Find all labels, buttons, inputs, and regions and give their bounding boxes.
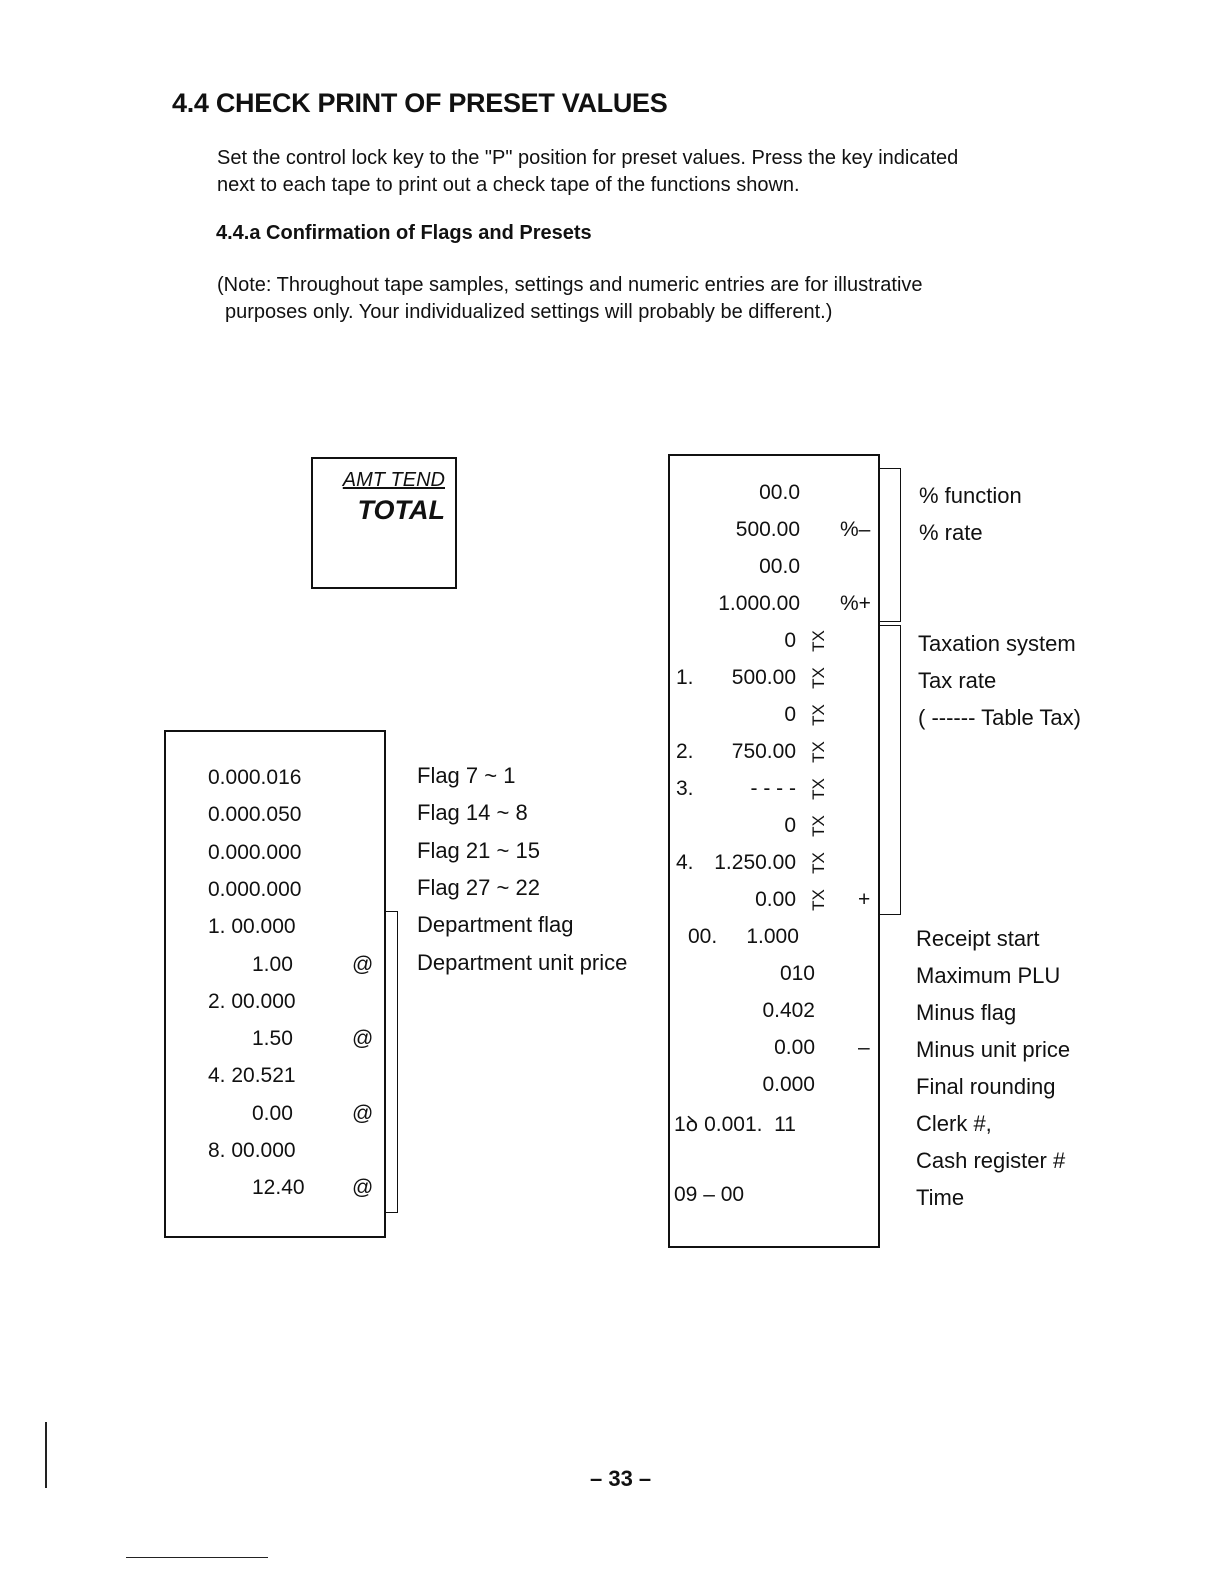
left-tape-value: 1.00	[252, 952, 293, 976]
tax-label: ( ------ Table Tax)	[918, 705, 1081, 730]
setting-value: 0.00	[774, 1036, 815, 1059]
left-tape-value: 0.000.050	[208, 803, 302, 827]
setting-label: Maximum PLU	[916, 963, 1061, 988]
tax-value: 0.00	[755, 888, 796, 911]
setting-label: Clerk #,	[916, 1111, 992, 1136]
minus-mark: –	[858, 1036, 870, 1059]
at-mark: @	[352, 1027, 374, 1051]
at-mark: @	[352, 1101, 374, 1125]
tax-value: 0	[784, 629, 796, 652]
left-tape-value: 0.00	[252, 1101, 293, 1125]
time-value: 09 – 00	[674, 1183, 745, 1206]
flag-label: Department flag	[417, 912, 574, 938]
setting-value: 1ꝺ 0.001. 11	[674, 1113, 796, 1136]
scan-margin-line	[45, 1422, 47, 1488]
pct-label: % rate	[919, 520, 983, 545]
pct-value: 1.000.00	[718, 592, 800, 615]
tax-value: 0	[784, 814, 796, 837]
page-number: – 33 –	[590, 1466, 652, 1491]
pct-value: 00.0	[759, 555, 800, 578]
setting-label: Cash register #	[916, 1148, 1066, 1173]
setting-label: Receipt start	[916, 926, 1040, 951]
left-tape-value: 8. 00.000	[208, 1139, 296, 1162]
note-line-1: (Note: Throughout tape samples, settings and numeric entries are for illustrative	[217, 274, 923, 296]
intro-line-2: next to each tape to print out a check tape of the functions shown.	[217, 174, 800, 196]
left-tape-value: 0.000.016	[208, 766, 302, 789]
tx-mark: TX	[808, 741, 828, 763]
pct-mark: %+	[840, 592, 871, 615]
tax-value: 1.250.00	[714, 851, 796, 874]
left-tape-value: 2. 00.000	[208, 989, 296, 1013]
left-tape-bracket	[385, 911, 398, 1213]
tax-bracket	[880, 625, 901, 915]
left-tape-value: 0.000.000	[208, 840, 302, 864]
setting-value: 0.402	[762, 999, 815, 1022]
tax-value: 500.00	[731, 666, 796, 689]
pct-mark: %–	[840, 518, 871, 541]
tax-value: 0	[784, 703, 796, 726]
tax-index: 2.	[676, 740, 694, 763]
setting-label: Minus unit price	[916, 1037, 1071, 1062]
tx-mark: TX	[808, 630, 828, 652]
flag-label: Flag 27 ~ 22	[417, 874, 540, 900]
intro-line-1: Set the control lock key to the "P" position for preset values. Press the key indicated	[217, 147, 959, 169]
tax-value: - - - -	[750, 777, 796, 800]
tax-index: 4.	[676, 851, 694, 874]
left-tape-value: 12.40	[252, 1176, 305, 1200]
scan-bottom-line	[126, 1557, 268, 1558]
pct-label: % function	[919, 483, 1022, 508]
at-mark: @	[352, 1176, 374, 1200]
flag-label: Department unit price	[417, 949, 628, 975]
left-tape-value: 1.50	[252, 1027, 293, 1051]
key-box	[311, 457, 457, 589]
tax-value: 750.00	[731, 740, 796, 763]
tax-end-mark: +	[858, 888, 871, 911]
flag-label: Flag 7 ~ 1	[417, 763, 516, 788]
note-line-2: purposes only. Your individualized settings will probably be different.)	[225, 301, 833, 323]
flag-label: Flag 14 ~ 8	[417, 800, 528, 826]
tx-mark: TX	[808, 852, 828, 874]
tx-mark: TX	[808, 704, 828, 726]
setting-label: Final rounding	[916, 1074, 1056, 1099]
setting-label: Time	[916, 1185, 965, 1210]
tax-index: 1.	[676, 666, 694, 689]
pct-bracket	[880, 468, 901, 622]
setting-label: Minus flag	[916, 1000, 1017, 1025]
tx-mark: TX	[808, 778, 828, 800]
flag-label: Flag 21 ~ 15	[417, 837, 540, 863]
key-top-label: AMT TEND	[342, 469, 445, 491]
pct-value: 00.0	[759, 481, 800, 504]
tx-mark: TX	[808, 815, 828, 837]
left-tape-value: 4. 20.521	[208, 1064, 296, 1088]
left-tape-value: 1. 00.000	[208, 915, 296, 939]
tax-index: 3.	[676, 777, 694, 800]
tax-label: Taxation system	[918, 631, 1076, 656]
tax-label: Tax rate	[918, 668, 997, 693]
setting-value: 010	[779, 962, 815, 985]
left-tape-value: 0.000.000	[208, 877, 302, 901]
subsection-heading: 4.4.a Confirmation of Flags and Presets	[216, 222, 592, 244]
setting-value: 0.000	[762, 1073, 815, 1096]
pct-value: 500.00	[735, 518, 800, 541]
section-heading: 4.4 CHECK PRINT OF PRESET VALUES	[172, 88, 668, 118]
at-mark: @	[352, 952, 374, 976]
tx-mark: TX	[808, 889, 828, 911]
tx-mark: TX	[808, 667, 828, 689]
key-bottom-label: TOTAL	[357, 495, 445, 525]
setting-value: 00. 1.000	[688, 925, 799, 948]
